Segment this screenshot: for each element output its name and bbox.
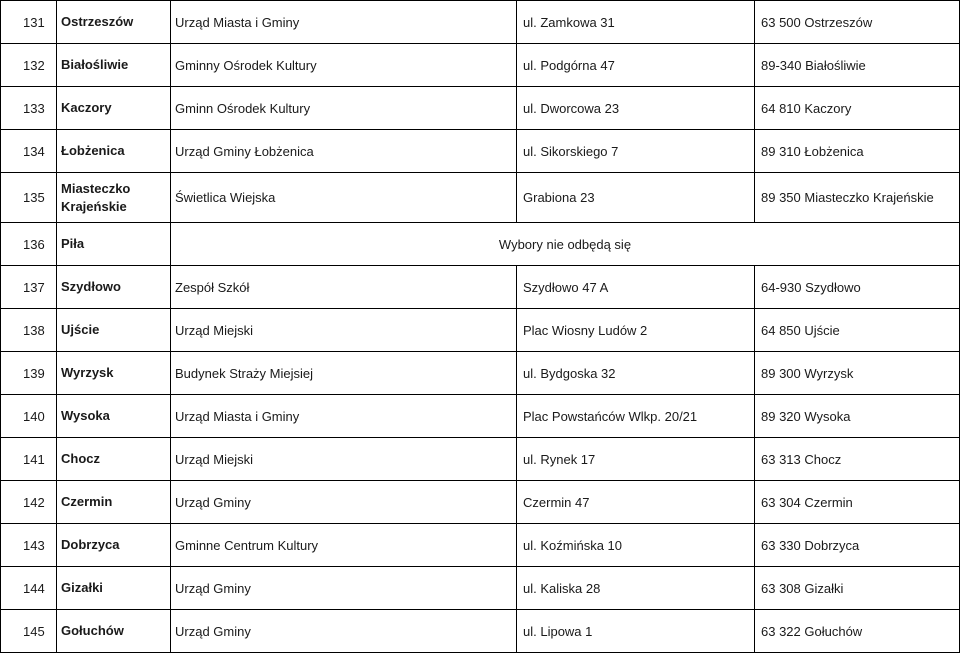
venue-name: Urząd Miasta i Gminy	[171, 1, 517, 44]
street-address: ul. Podgórna 47	[517, 44, 755, 87]
postal-address: 63 322 Gołuchów	[755, 610, 960, 653]
table-row	[1, 610, 960, 653]
no-election-note: Wybory nie odbędą się	[171, 223, 960, 266]
postal-address: 64 850 Ujście	[755, 309, 960, 352]
venue-name: Urząd Miejski	[171, 438, 517, 481]
venue-name: Gminn Ośrodek Kultury	[171, 87, 517, 130]
row-number: 140	[1, 395, 57, 438]
street-address: ul. Bydgoska 32	[517, 352, 755, 395]
postal-address: 89 320 Wysoka	[755, 395, 960, 438]
row-number: 131	[1, 1, 57, 44]
street-address: ul. Dworcowa 23	[517, 87, 755, 130]
street-address: Czermin 47	[517, 481, 755, 524]
row-number: 143	[1, 524, 57, 567]
row-number: 144	[1, 567, 57, 610]
row-number: 134	[1, 130, 57, 173]
town-name: Ostrzeszów	[57, 1, 171, 44]
town-name: Gołuchów	[57, 610, 171, 653]
venue-name: Świetlica Wiejska	[171, 173, 517, 223]
table-row	[1, 395, 960, 438]
postal-address: 63 304 Czermin	[755, 481, 960, 524]
postal-address: 63 308 Gizałki	[755, 567, 960, 610]
table-row	[1, 309, 960, 352]
town-name: Chocz	[57, 438, 171, 481]
town-name: Wysoka	[57, 395, 171, 438]
row-number: 137	[1, 266, 57, 309]
town-name: Dobrzyca	[57, 524, 171, 567]
table-row	[1, 524, 960, 567]
row-number: 132	[1, 44, 57, 87]
street-address: ul. Zamkowa 31	[517, 1, 755, 44]
venue-name: Gminny Ośrodek Kultury	[171, 44, 517, 87]
street-address: Szydłowo 47 A	[517, 266, 755, 309]
table-row	[1, 352, 960, 395]
street-address: Plac Powstańców Wlkp. 20/21	[517, 395, 755, 438]
row-number: 145	[1, 610, 57, 653]
table-row	[1, 87, 960, 130]
postal-address: 63 330 Dobrzyca	[755, 524, 960, 567]
postal-address: 63 500 Ostrzeszów	[755, 1, 960, 44]
table-row	[1, 173, 960, 223]
town-name: Szydłowo	[57, 266, 171, 309]
venue-name: Budynek Straży Miejsiej	[171, 352, 517, 395]
venue-name: Urząd Gminy	[171, 567, 517, 610]
venue-name: Urząd Gminy Łobżenica	[171, 130, 517, 173]
venue-name: Gminne Centrum Kultury	[171, 524, 517, 567]
street-address: Plac Wiosny Ludów 2	[517, 309, 755, 352]
postal-address: 89 300 Wyrzysk	[755, 352, 960, 395]
town-name: Miasteczko Krajeńskie	[57, 173, 171, 223]
row-number: 142	[1, 481, 57, 524]
venue-name: Urząd Gminy	[171, 481, 517, 524]
postal-address: 89-340 Białośliwie	[755, 44, 960, 87]
table-row	[1, 130, 960, 173]
table-row	[1, 266, 960, 309]
street-address: ul. Kaliska 28	[517, 567, 755, 610]
street-address: Grabiona 23	[517, 173, 755, 223]
postal-address: 63 313 Chocz	[755, 438, 960, 481]
table-row	[1, 223, 960, 266]
venue-name: Urząd Miejski	[171, 309, 517, 352]
row-number: 135	[1, 173, 57, 223]
street-address: ul. Lipowa 1	[517, 610, 755, 653]
row-number: 139	[1, 352, 57, 395]
town-name: Ujście	[57, 309, 171, 352]
table-row	[1, 567, 960, 610]
town-name: Białośliwie	[57, 44, 171, 87]
table-row	[1, 1, 960, 44]
town-name: Wyrzysk	[57, 352, 171, 395]
row-number: 136	[1, 223, 57, 266]
postal-address: 64-930 Szydłowo	[755, 266, 960, 309]
table-row	[1, 438, 960, 481]
town-name: Gizałki	[57, 567, 171, 610]
venue-name: Urząd Gminy	[171, 610, 517, 653]
row-number: 138	[1, 309, 57, 352]
table-row	[1, 481, 960, 524]
venue-name: Urząd Miasta i Gminy	[171, 395, 517, 438]
venue-name: Zespół Szkół	[171, 266, 517, 309]
postal-address: 64 810 Kaczory	[755, 87, 960, 130]
postal-address: 89 310 Łobżenica	[755, 130, 960, 173]
town-name: Kaczory	[57, 87, 171, 130]
street-address: ul. Koźmińska 10	[517, 524, 755, 567]
row-number: 141	[1, 438, 57, 481]
row-number: 133	[1, 87, 57, 130]
town-name: Czermin	[57, 481, 171, 524]
table-row	[1, 44, 960, 87]
street-address: ul. Sikorskiego 7	[517, 130, 755, 173]
street-address: ul. Rynek 17	[517, 438, 755, 481]
postal-address: 89 350 Miasteczko Krajeńskie	[755, 173, 960, 223]
town-name: Piła	[57, 223, 171, 266]
town-name: Łobżenica	[57, 130, 171, 173]
